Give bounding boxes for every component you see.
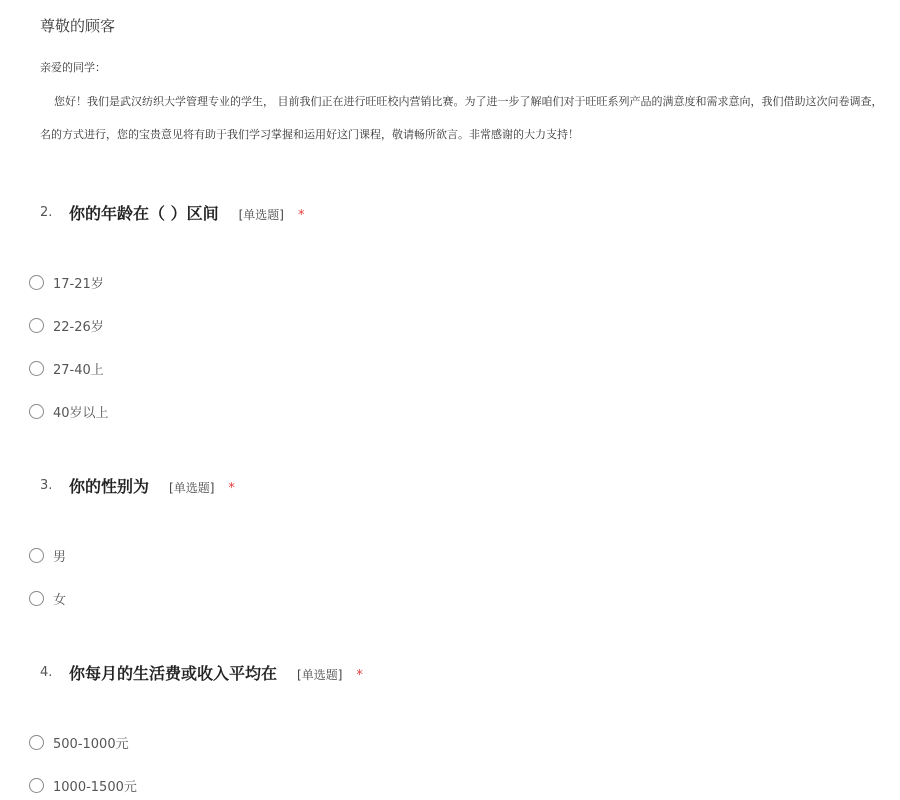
question-header xyxy=(40,201,860,225)
option-label[interactable]: 1000-1500元 xyxy=(53,779,137,795)
radio-option-income-500-1000[interactable] xyxy=(29,732,129,752)
intro-line-1: 您好！我们是武汉纺织大学管理专业的学生， 目前我们正在进行旺旺校内营销比赛。为了进一步了解咱们对于旺旺系列产品的满意度和需求意向，我们借助这次问卷调查， xyxy=(54,95,883,108)
option-label[interactable]: 27-40上 xyxy=(53,362,104,378)
question-income xyxy=(40,661,860,685)
question-title: 你的性别为 xyxy=(69,477,150,496)
radio-button[interactable] xyxy=(29,735,44,750)
question-type-label: [单选题] xyxy=(238,208,284,222)
radio-option-age-27-40[interactable] xyxy=(29,358,104,378)
question-header xyxy=(40,661,860,685)
required-marker: * xyxy=(297,208,305,223)
required-marker: * xyxy=(356,668,363,683)
radio-option-income-1000-1500[interactable] xyxy=(29,775,137,795)
question-number: 4. xyxy=(40,665,53,680)
radio-button[interactable] xyxy=(29,318,44,333)
question-text xyxy=(69,201,304,224)
question-title: 你每月的生活费或收入平均在 xyxy=(69,664,278,683)
question-type-label: [单选题] xyxy=(297,668,343,682)
radio-option-age-22-26[interactable] xyxy=(29,315,104,335)
option-label[interactable]: 男 xyxy=(53,549,67,565)
intro-paragraph xyxy=(40,85,900,151)
radio-option-male[interactable] xyxy=(29,545,66,565)
question-title: 你的年龄在（ ）区间 xyxy=(69,204,219,223)
question-age xyxy=(40,201,860,225)
option-label[interactable]: 500-1000元 xyxy=(53,736,129,752)
radio-option-female[interactable] xyxy=(29,588,66,608)
radio-option-age-40-plus[interactable] xyxy=(29,401,109,421)
radio-button[interactable] xyxy=(29,591,44,606)
required-marker: * xyxy=(228,481,235,496)
option-label[interactable]: 40岁以上 xyxy=(53,405,109,421)
question-number: 3. xyxy=(40,478,53,493)
option-label[interactable]: 女 xyxy=(53,592,67,608)
question-header xyxy=(40,474,860,498)
radio-button[interactable] xyxy=(29,275,44,290)
salutation: 亲爱的同学： xyxy=(40,61,106,74)
question-text xyxy=(69,474,235,497)
radio-button[interactable] xyxy=(29,548,44,563)
radio-button[interactable] xyxy=(29,778,44,793)
question-number: 2. xyxy=(40,205,53,220)
intro-line-2: 名的方式进行，您的宝贵意见将有助于我们学习掌握和运用好这门课程，敬请畅所欲言。非常感谢的大力支持！ xyxy=(40,128,579,141)
option-label[interactable]: 17-21岁 xyxy=(53,276,104,292)
option-label[interactable]: 22-26岁 xyxy=(53,319,104,335)
question-gender xyxy=(40,474,860,498)
question-type-label: [单选题] xyxy=(169,481,215,495)
question-text xyxy=(69,661,363,684)
radio-button[interactable] xyxy=(29,404,44,419)
radio-option-age-17-21[interactable] xyxy=(29,272,104,292)
survey-title: 尊敬的顾客 xyxy=(40,17,116,35)
radio-button[interactable] xyxy=(29,361,44,376)
